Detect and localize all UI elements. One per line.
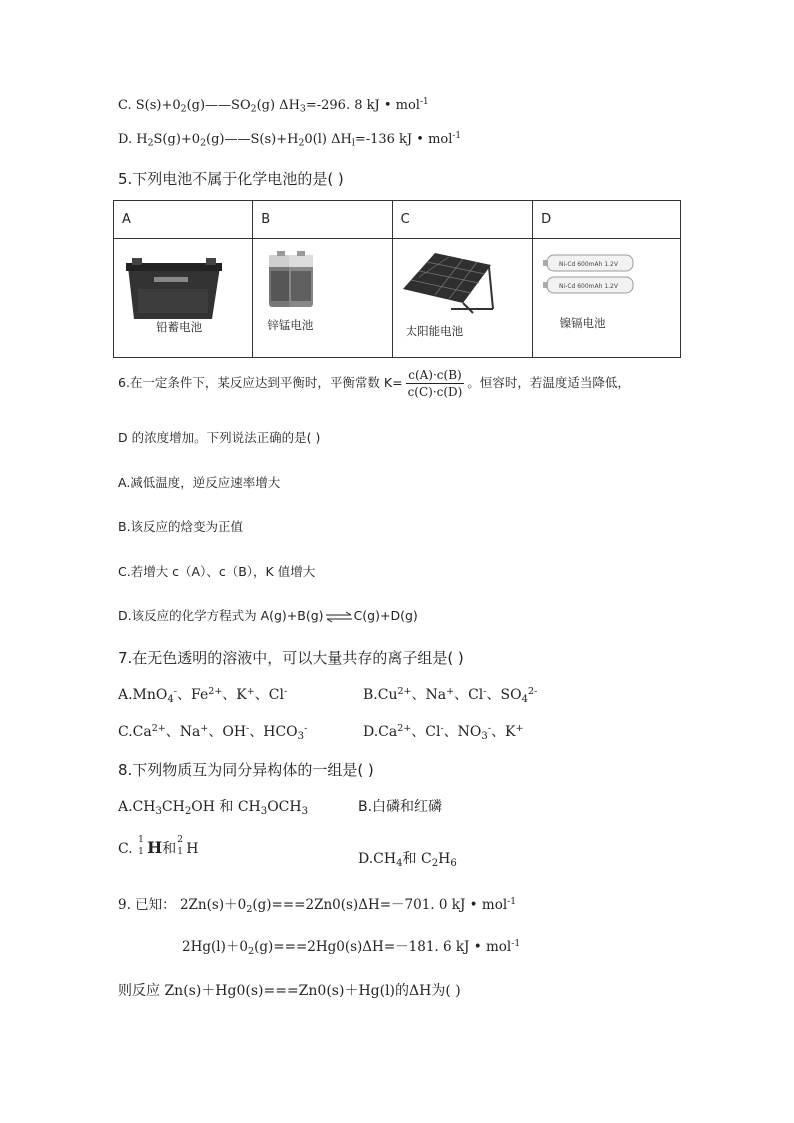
question-8: 8.下列物质互为同分异构体的一组是( ) bbox=[118, 761, 374, 779]
equilibrium-constant-fraction: $\frac{c(A)\cdot c(B)}{c(C)\cdot c(D)}$ bbox=[407, 368, 463, 399]
equilibrium-arrow-icon bbox=[324, 611, 354, 623]
caption-nickel-cadmium: 镍镉电池 bbox=[559, 316, 606, 330]
lead-acid-cell bbox=[114, 239, 253, 358]
option-c-equation: C. $S(s)+0_2(g)——SO_2(g)$ $\Delta H_3=-296$. 8 kJ • mol$^{-1}$ bbox=[118, 97, 429, 115]
q6-option-d: D.该反应的化学方程式为 A(g)+B(g) C(g)+D(g) bbox=[118, 608, 418, 623]
header-a: A bbox=[114, 201, 253, 239]
q7-option-a: A.MnO$_4$-、$Fe^{2+}$、K+、Cl- bbox=[118, 685, 288, 706]
q7-option-c: $C.Ca^{2+}$、Na+、OH-、$HCO_3^-$ bbox=[118, 722, 308, 743]
solar-cell bbox=[392, 239, 533, 358]
q8-option-b: B.白磷和红磷 bbox=[358, 799, 443, 815]
zinc-manganese-cell bbox=[253, 239, 392, 358]
lead-acid-battery-image bbox=[114, 247, 258, 327]
q8-option-d: $D.CH_4$和 $C_2H_6$ bbox=[358, 851, 457, 870]
header-d: D bbox=[533, 201, 681, 239]
battery-label-1: Ni-Cd 600mAh 1.2V bbox=[559, 261, 619, 268]
caption-lead-acid: 铅蓄电池 bbox=[156, 320, 203, 334]
solar-panel-image bbox=[393, 243, 533, 323]
battery-label-2: Ni-Cd 600mAh 1.2V bbox=[559, 283, 619, 290]
question-6-line1: 6.在一定条件下，某反应达到平衡时，平衡常数 K= $\frac{c(A)\cdot c(B)}{c(C)\cdot c(D)}$ 。恒容时，若温度适当降低， bbox=[118, 368, 630, 399]
zinc-manganese-battery-image bbox=[253, 245, 393, 325]
q7-option-b: $B.Cu^{2+}$、Na+、Cl-、$SO_4^{2-}$ bbox=[363, 685, 538, 706]
question-9-line1: 9. 已知： $2Zn(s)+0_2(g)===2Zn0(s)\Delta H=-701$. 0 kJ • mol$^{-1}$ bbox=[118, 895, 517, 915]
nickel-cadmium-cell bbox=[533, 239, 681, 358]
nickel-cadmium-battery-image bbox=[533, 247, 673, 307]
battery-table bbox=[113, 200, 681, 358]
question-9-line3: 则反应 Zn(s)＋Hg0(s)===Zn0(s)＋Hg(l)的ΔH为( ) bbox=[118, 983, 461, 999]
question-6-line2: D 的浓度增加。下列说法正确的是( ) bbox=[118, 430, 321, 445]
caption-zinc-manganese: 锌锰电池 bbox=[267, 318, 314, 332]
q7-option-d: $D.Ca^{2+}$、Cl-、$NO_3^-$、K+ bbox=[363, 722, 524, 743]
q6-option-a: A.减低温度，逆反应速率增大 bbox=[118, 475, 281, 490]
question-9-line2: $2Hg(l)+0_2(g)===2Hg0(s)\Delta H=-181$. 6 kJ • mol$^{-1}$ bbox=[182, 937, 521, 957]
question-5: 5.下列电池不属于化学电池的是( ) bbox=[118, 170, 344, 188]
q6-option-b: B.该反应的焓变为正值 bbox=[118, 519, 244, 534]
q8-option-c: C. 1 1 H和 2 1 H bbox=[118, 835, 199, 857]
option-d-equation: D. $H_2S(g)+0_2(g)——S(s)+H_20(l)$ $\Delta H_l=-136$ kJ • mol$^{-1}$ bbox=[118, 131, 462, 149]
q8-option-a: $A.CH_3CH_2OH$ 和 $CH_3OCH_3$ bbox=[118, 799, 309, 818]
header-b: B bbox=[253, 201, 392, 239]
q6-option-c: C.若增大 c（A）、c（B），K 值增大 bbox=[118, 564, 316, 579]
question-7: 7.在无色透明的溶液中，可以大量共存的离子组是( ) bbox=[118, 649, 464, 667]
header-c: C bbox=[392, 201, 533, 239]
caption-solar: 太阳能电池 bbox=[405, 324, 464, 338]
